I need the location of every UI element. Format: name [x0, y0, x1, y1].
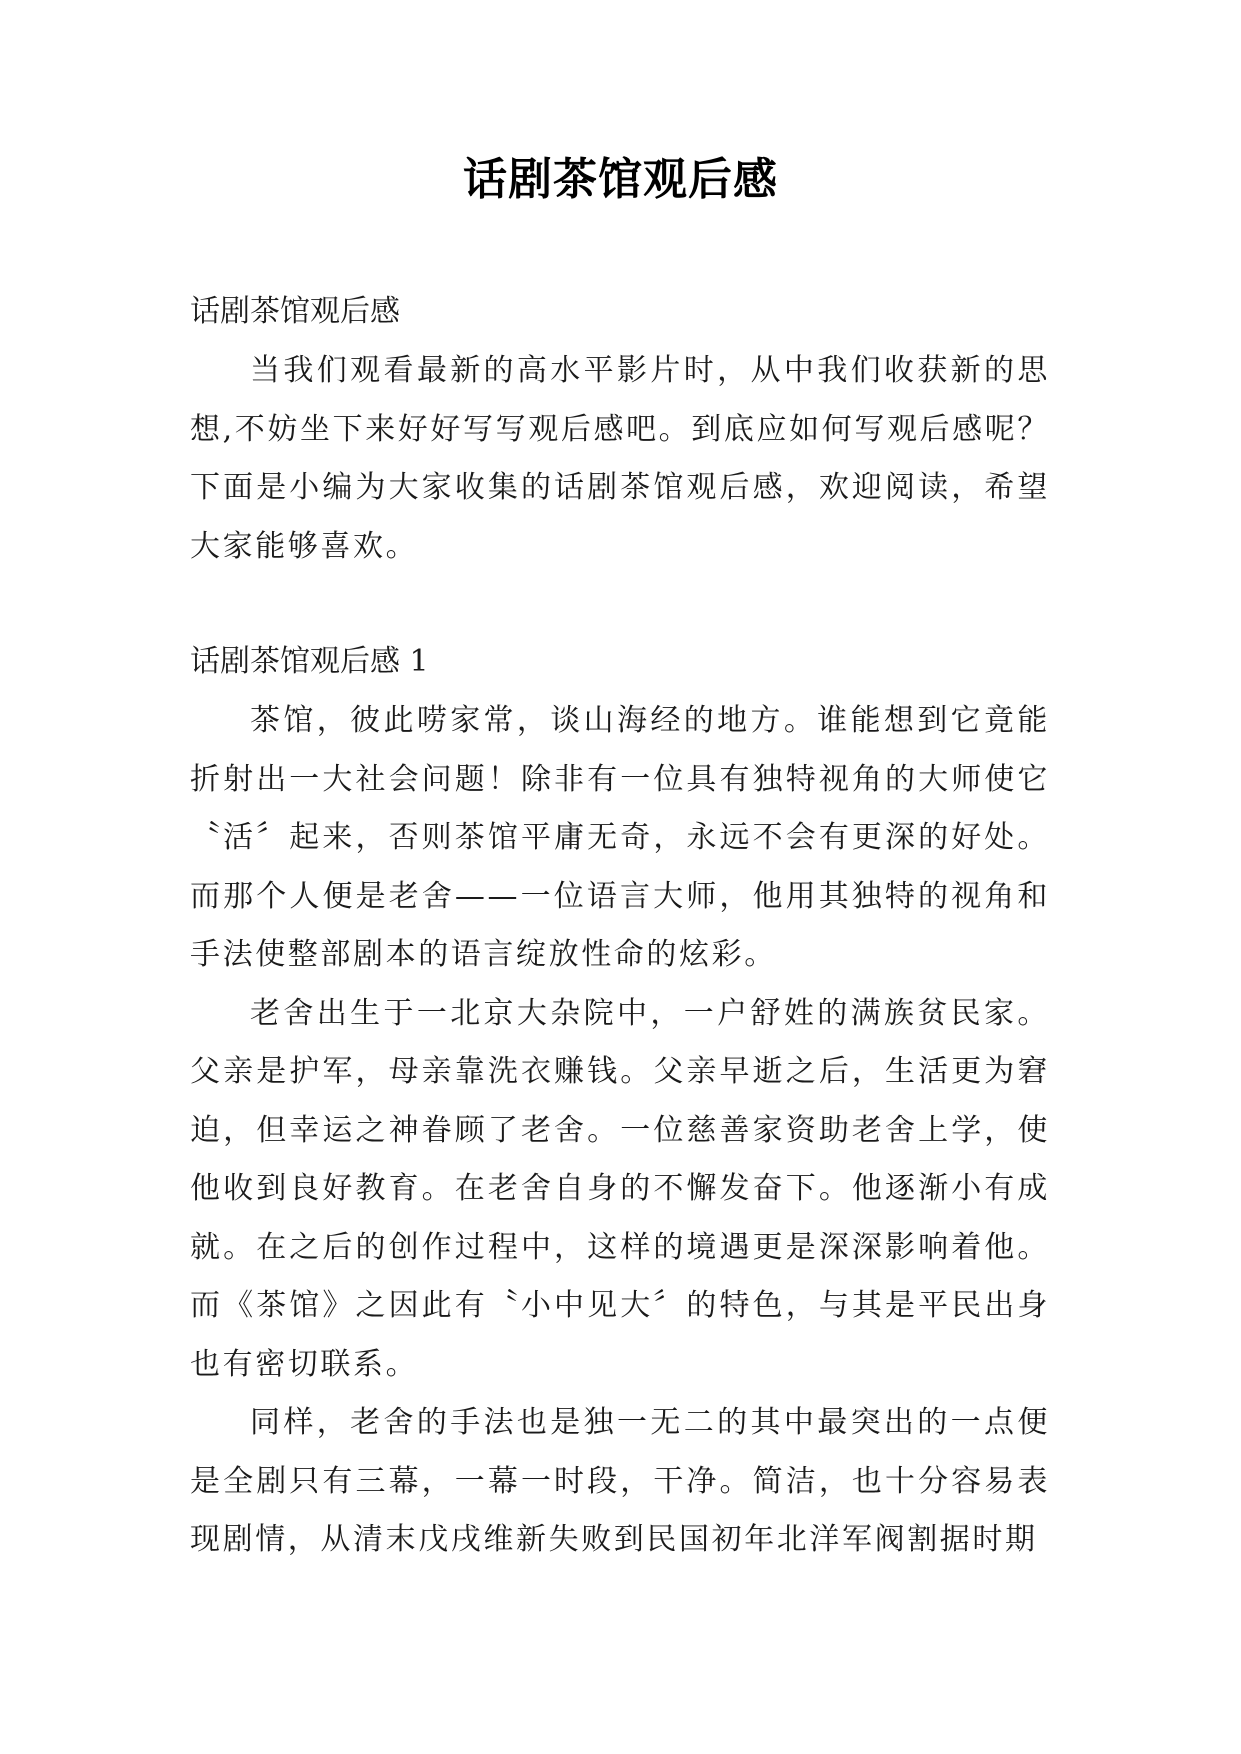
intro-heading: 话剧茶馆观后感 — [190, 294, 400, 329]
intro-paragraph: 当我们观看最新的高水平影片时，从中我们收获新的思想,不妨坐下来好好写写观后感吧。到底应如何写观后感呢？下面是小编为大家收集的话剧茶馆观后感，欢迎阅读，希望大家能够喜欢。 — [190, 353, 1050, 564]
section-spacer — [190, 576, 1050, 632]
section-1-heading: 话剧茶馆观后感 1 — [190, 644, 429, 679]
document-body — [190, 282, 1050, 1570]
section-1-paragraph-3: 同样，老舍的手法也是独一无二的其中最突出的一点便是全剧只有三幕，一幕一时段，干净。简洁，也十分容易表现剧情，从清末戊戌维新失败到民国初年北洋军阀割据时期 — [190, 1405, 1050, 1557]
section-1-paragraph-2: 老舍出生于一北京大杂院中，一户舒姓的满族贫民家。父亲是护军，母亲靠洗衣赚钱。父亲早逝之后，生活更为窘迫，但幸运之神眷顾了老舍。一位慈善家资助老舍上学，使他收到良好教育。在老舍自身的不懈发奋下。他逐渐小有成就。在之后的创作过程中，这样的境遇更是深深影响着他。而《茶馆》之因此有〝小中见大〞的特色，与其是平民出身也有密切联系。 — [190, 995, 1050, 1382]
document-title: 话剧茶馆观后感 — [463, 154, 778, 205]
section-1-paragraph-1: 茶馆，彼此唠家常，谈山海经的地方。谁能想到它竟能折射出一大社会问题！除非有一位具有独特视角的大师使它〝活〞起来，否则茶馆平庸无奇，永远不会有更深的好处。而那个人便是老舍——一位语言大师，他用其独特的视角和手法使整部剧本的语言绽放性命的炫彩。 — [190, 703, 1050, 972]
